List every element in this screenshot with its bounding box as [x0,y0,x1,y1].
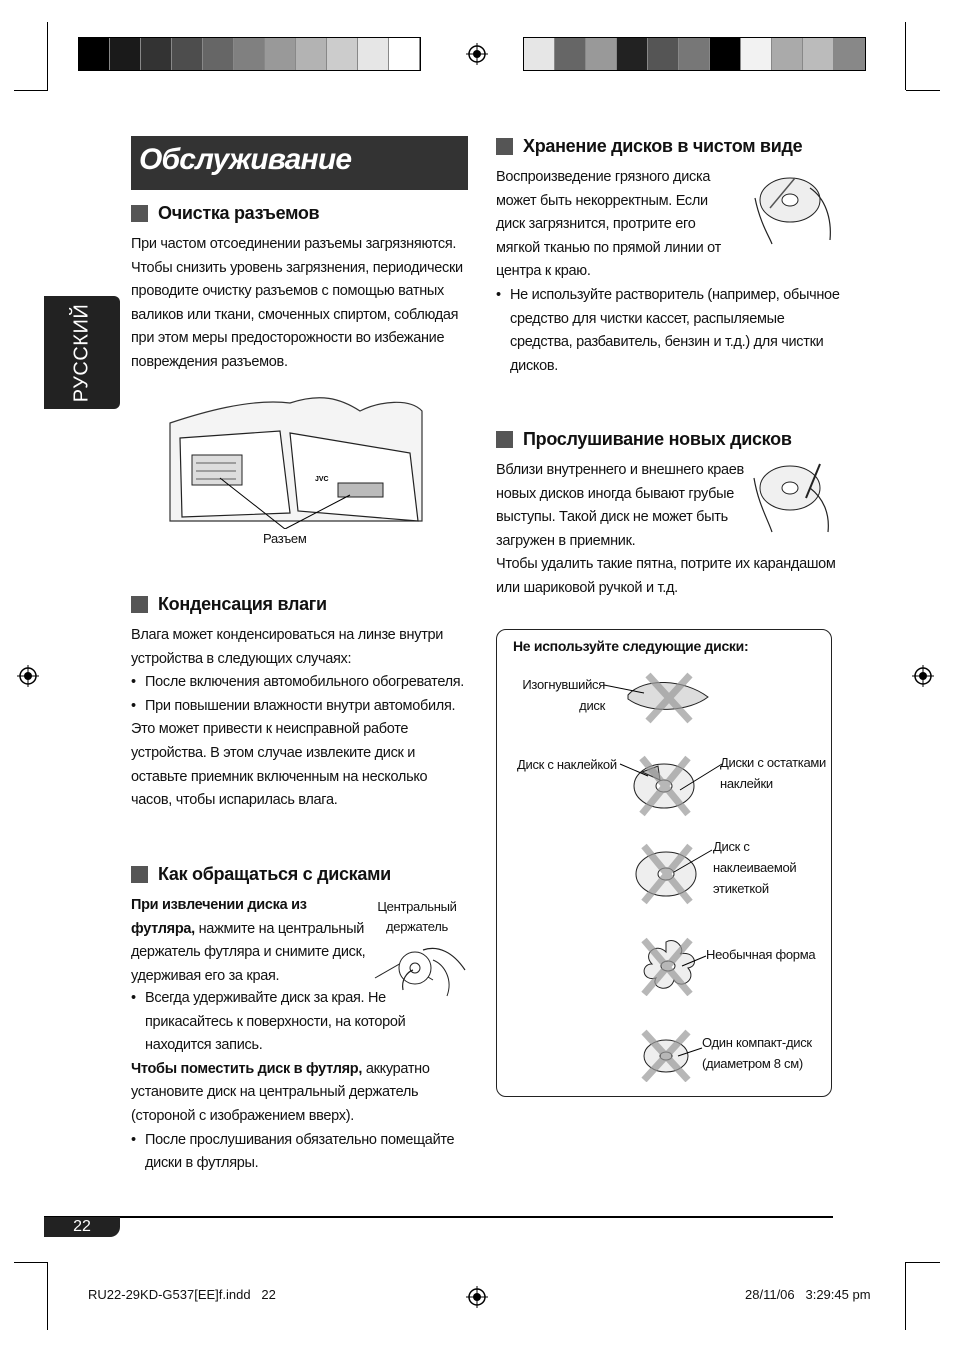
registration-mark-icon [912,665,934,687]
storage-body: Воспроизведение грязного диска может быть некорректным. Если диск загрязнится, протрите его мягкой тканью по прямой линии от центра к краю. [496,169,721,280]
color-swatch [265,38,296,70]
section-heading-cleaning: Очистка разъемов [131,203,471,224]
color-swatch [772,38,803,70]
avoid-label-shape: Необычная форма [706,947,816,962]
color-swatch [555,38,586,70]
crop-mark [906,90,940,91]
footer-rule [44,1216,833,1218]
heading-square-icon [131,596,148,613]
avoid-label-sticker: Диск с наклейкой [517,757,617,772]
page-title: Обслуживание [139,143,352,176]
condensation-outro: Это может привести к неисправной работе устройства. В этом случае извлеките диск и оставьте приемник включенным на несколько часов, чтобы испарилась влага. [131,721,428,809]
section-heading-handling: Как обращаться с дисками [131,864,471,885]
section-heading-storage: Хранение дисков в чистом виде [496,136,836,157]
crop-mark [47,22,48,90]
color-swatch [617,38,648,70]
center-holder-label: Центральный держатель [377,899,457,934]
wiping-disc-illustration [750,168,834,246]
color-swatch [79,38,110,70]
crop-mark [14,1262,48,1263]
color-swatch [679,38,710,70]
color-swatch [296,38,327,70]
crop-mark [14,90,48,91]
pen-disc-illustration [748,458,834,534]
color-swatch [803,38,834,70]
section-heading-new-discs: Прослушивание новых дисков [496,429,836,450]
new-discs-body-2: Чтобы удалить такие пятна, потрите их карандашом или шариковой ручкой и т.д. [496,556,836,596]
color-bar-right [523,37,866,71]
avoid-label-single: Один компакт-диск (диаметром 8 см) [702,1035,812,1071]
crop-mark [905,22,906,90]
odd-shape-disc-icon [636,936,708,996]
color-swatch [710,38,741,70]
color-swatch [358,38,389,70]
label-disc-icon [634,840,714,906]
condensation-bullet: • При повышении влажности внутри автомобиля. [131,695,471,719]
side-tab-label: РУССКИЙ [70,303,93,402]
color-swatch [389,38,420,70]
color-swatch [834,38,865,70]
color-swatch [110,38,141,70]
cleaning-body: При частом отсоединении разъемы загрязняются. Чтобы снизить уровень загрязнения, периодически проводите очистку разъемов с помощью ватных валиков или ткани, смоченных спиртом, соблюдая при этом меры предосторожности во избежание повреждения разъемов. [131,236,463,370]
color-swatch [586,38,617,70]
footer-file-name: RU22-29KD-G537[EE]f.indd 22 [88,1287,276,1302]
registration-mark-icon [466,1286,488,1308]
crop-mark [47,1262,48,1330]
page-number-tab [44,1217,120,1237]
color-swatch [524,38,555,70]
side-tab [44,296,120,409]
page-title-bar [131,136,468,190]
handling-insert: Чтобы поместить диск в футляр, аккуратно установите диск на центральный держатель (стороной с изображением вверх). [131,1060,430,1124]
condensation-intro: Влага может конденсироваться на линзе внутри устройства в следующих случаях: [131,627,444,667]
color-swatch [234,38,265,70]
avoid-label-residue: Диски с остатками наклейки [720,755,826,791]
handling-bullet: • После прослушивания обязательно помещайте диски в футляры. [131,1129,465,1176]
heading-square-icon [496,138,513,155]
color-swatch [327,38,358,70]
color-bar-left [78,37,421,71]
color-swatch [741,38,772,70]
color-swatch [648,38,679,70]
sticker-disc-icon [618,752,728,818]
heading-square-icon [131,866,148,883]
svg-text:JVC: JVC [315,476,329,483]
connector-illustration [160,393,430,529]
condensation-bullet: • После включения автомобильного обогревателя. [131,671,471,695]
handling-remove: При извлечении диска из футляра, нажмите на центральный держатель футляра и снимите диск, удерживая его за края. [131,897,366,984]
avoid-label-label: Диск с наклеиваемой этикеткой [713,839,797,896]
color-swatch [203,38,234,70]
new-discs-body: Вблизи внутреннего и внешнего краев новых дисков иногда бывают грубые выступы. Такой диск не может быть загружен в приемник. [496,462,744,549]
section-heading-condensation: Конденсация влаги [131,594,471,615]
page-number: 22 [73,1218,91,1235]
connector-label: Разъем [263,531,307,546]
warped-disc-icon [604,665,714,725]
handling-bullet: • Всегда удерживайте диск за края. Не прикасайтесь к поверхности, на которой находится запись. [131,987,435,1058]
heading-square-icon [131,205,148,222]
footer-date: 28/11/06 3:29:45 pm [745,1287,871,1302]
heading-square-icon [496,431,513,448]
avoid-label-warped: Изогнувшийся диск [522,677,605,713]
color-swatch [172,38,203,70]
color-swatch [141,38,172,70]
storage-bullet: • Не используйте растворитель (например, обычное средство для чистки кассет, распыляемые средства, разбавитель, бензин и т.д.) для чистки дисков. [496,284,840,378]
crop-mark [906,1262,940,1263]
single-cd-icon [638,1028,704,1082]
crop-mark [905,1262,906,1330]
registration-mark-icon [17,665,39,687]
registration-mark-icon [466,43,488,65]
avoid-discs-title: Не используйте следующие диски: [513,638,749,654]
